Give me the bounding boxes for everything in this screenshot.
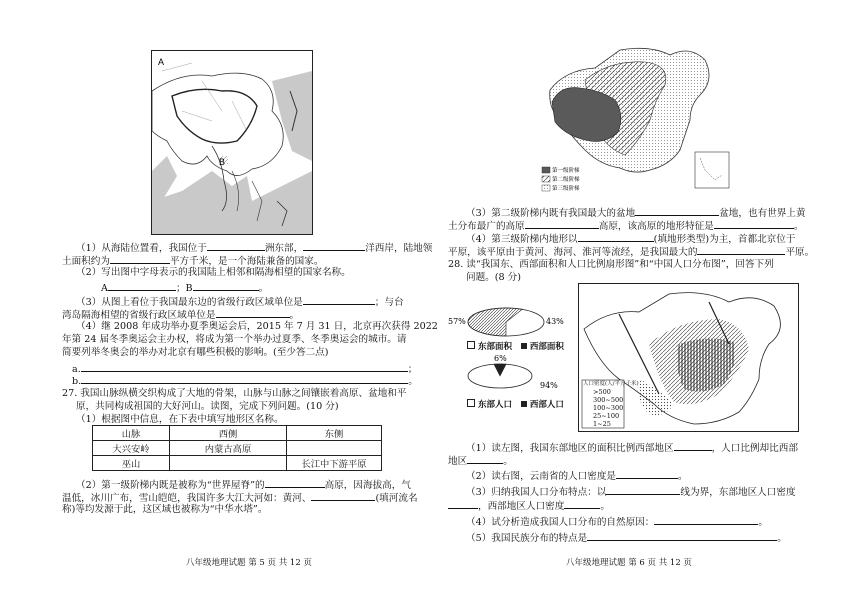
q2-blank-b[interactable] bbox=[193, 280, 259, 291]
legend-third-tier: 第三级阶梯 bbox=[552, 186, 580, 192]
a3-line2 bbox=[448, 498, 610, 513]
q3-blank-taiwan[interactable] bbox=[216, 307, 290, 318]
r-q3-text-e: 。 bbox=[793, 221, 804, 232]
q2-line bbox=[76, 266, 351, 279]
pie1-label-right: 43% bbox=[546, 317, 564, 326]
q3-text-a: （3）从图上看位于我国最东边的省级行政区域单位是 bbox=[76, 297, 303, 308]
q27-line1 bbox=[62, 387, 407, 400]
south-china-sea-inset bbox=[695, 152, 729, 188]
table-cell: 长江中下游平原 bbox=[287, 456, 382, 471]
r-q3-blank-basin[interactable] bbox=[635, 205, 719, 216]
a1-blank-pop[interactable] bbox=[467, 453, 503, 464]
q4-line3 bbox=[62, 346, 329, 359]
a4-text-b: 。 bbox=[758, 517, 768, 528]
legend-box-west-area bbox=[521, 343, 527, 349]
asia-map bbox=[151, 50, 313, 235]
q2-blank-a[interactable] bbox=[108, 280, 176, 291]
q27-2-text-a: （2）第一级阶梯内既是被称为“世界屋脊”的 bbox=[76, 480, 265, 491]
r-q4-blank-type[interactable] bbox=[578, 231, 654, 242]
table-header-cell: 山脉 bbox=[93, 426, 170, 441]
a1-line2 bbox=[448, 453, 513, 468]
q2-label-a: A bbox=[101, 283, 108, 294]
a3-blank-line[interactable] bbox=[606, 484, 680, 495]
r-q3-text-c: 土分布最广的高原 bbox=[448, 221, 525, 232]
q27-text-b: 原，共同构成祖国的大好河山。读图，完成下列问题。(10 分) bbox=[76, 401, 339, 412]
q4-end-a: ； bbox=[407, 364, 418, 375]
r-q4-text-b: (填地形类型)为主，首都北京位于 bbox=[653, 234, 796, 245]
landform-table bbox=[92, 425, 382, 471]
pie2-legend bbox=[467, 398, 564, 410]
q4-end-b: 。 bbox=[408, 376, 418, 387]
a4-blank-reason[interactable] bbox=[654, 514, 758, 525]
pie2-legend-west: 西部人口 bbox=[529, 400, 564, 410]
r-q4-text-c: 平原，该平原由于黄河、海河、淮河等流经，是我国最大的 bbox=[448, 247, 698, 258]
r-q4-text-a: （4）第三级阶梯内地形以 bbox=[466, 234, 578, 245]
table-header-row bbox=[93, 426, 382, 441]
population-pie-chart bbox=[448, 352, 566, 398]
q2-answer-line bbox=[101, 280, 268, 295]
q4-text-b: 年第 24 届冬季奥运会主办权，将成为第一个举办过夏季、冬季奥运会的城市。请 bbox=[62, 334, 407, 345]
a2-line bbox=[466, 468, 688, 483]
a5-line bbox=[466, 530, 787, 545]
a1-text-d: 。 bbox=[503, 456, 513, 467]
table-cell-input[interactable] bbox=[287, 441, 382, 456]
pie1-legend bbox=[467, 340, 564, 352]
table-header-cell: 东侧 bbox=[287, 426, 382, 441]
a5-blank-ethnic[interactable] bbox=[587, 530, 777, 541]
density-legend-item: 1~25 bbox=[593, 420, 611, 428]
a5-text-a: （5）我国民族分布的特点是 bbox=[466, 533, 588, 544]
legend-swatch-first bbox=[542, 167, 550, 173]
density-legend-item: 300~500 bbox=[593, 396, 624, 404]
q27-2-text-c: 温低，冰川广布，雪山皑皑，我国许多大江大河如：黄河、 bbox=[62, 493, 312, 504]
china-terrain-drawing bbox=[540, 40, 740, 198]
a3-line1 bbox=[466, 484, 796, 499]
q4-blank-a[interactable] bbox=[81, 361, 408, 372]
table-cell: 大兴安岭 bbox=[93, 441, 170, 456]
r-q4-line2 bbox=[448, 244, 814, 259]
q4-text-a: （4）继 2008 年成功举办夏季奥运会后，2015 年 7 月 31 日，北京再次获得 2022 bbox=[76, 321, 438, 332]
density-legend-item: 100~300 bbox=[593, 404, 624, 412]
q1-text-c: 洋西岸，陆地领 bbox=[365, 243, 433, 254]
a1-line1 bbox=[466, 440, 798, 455]
table-header-cell: 西侧 bbox=[170, 426, 287, 441]
density-legend bbox=[583, 380, 639, 428]
a2-blank-density[interactable] bbox=[616, 468, 678, 479]
q2-label-b: ；B bbox=[175, 283, 193, 294]
legend-second-tier: 第二级阶梯 bbox=[552, 177, 580, 183]
table-cell-input[interactable] bbox=[170, 456, 287, 471]
q4-label-b: b. bbox=[72, 376, 82, 387]
china-terrain-map bbox=[540, 40, 740, 198]
a4-line bbox=[466, 514, 768, 529]
a1-blank-area[interactable] bbox=[674, 440, 712, 451]
pie2-label-right: 94% bbox=[540, 381, 558, 390]
asia-map-drawing bbox=[152, 51, 312, 234]
a5-text-b: 。 bbox=[777, 533, 787, 544]
legend-box-east-area bbox=[467, 341, 475, 349]
q4-line1 bbox=[76, 320, 438, 333]
r-q3-text-a: （3）第二级阶梯内既有我国最大的盆地 bbox=[466, 208, 636, 219]
q2-text: （2）写出图中字母表示的我国陆上相邻和隔海相望的国家名称。 bbox=[76, 267, 351, 278]
q4-blank-b[interactable] bbox=[81, 373, 408, 384]
q4-line2 bbox=[62, 333, 407, 346]
a2-text-b: 。 bbox=[678, 471, 688, 482]
r-q3-text-b: 盆地，也有世界上黄 bbox=[719, 208, 806, 219]
legend-swatch-second bbox=[542, 176, 550, 182]
r-q3-blank-feature[interactable] bbox=[714, 218, 794, 229]
q1-text-d: 土面积约为 bbox=[62, 256, 110, 267]
table-cell: 内蒙古高原 bbox=[170, 441, 287, 456]
q27-2-text-b: 高原，因海拔高，气 bbox=[324, 480, 411, 491]
q3-text-d: 。 bbox=[289, 310, 300, 321]
a3-text-b: 线为界，东部地区人口密度 bbox=[680, 487, 796, 498]
q27-line2 bbox=[76, 400, 339, 413]
legend-first-tier: 第一级阶梯 bbox=[552, 168, 580, 174]
q1-text-e: 平方千米，是一个海陆兼备的国家。 bbox=[169, 256, 324, 267]
q27-text-a: 27. 我国山脉纵横交织构成了大地的骨架，山脉与山脉之间镶嵌着高原、盆地和平 bbox=[62, 388, 407, 399]
population-density-map bbox=[578, 283, 799, 432]
q27-2-blank-plateau[interactable] bbox=[265, 477, 325, 488]
page-footer-right: 八年级地理试题 第 6 页 共 12 页 bbox=[566, 558, 692, 568]
page-footer-left: 八年级地理试题 第 5 页 共 12 页 bbox=[186, 558, 312, 568]
q27-1-text: （1）根据图中信息，在下表中填写地形区名称。 bbox=[76, 414, 284, 425]
pie2-label-top: 6% bbox=[494, 354, 507, 363]
a1-text-a: （1）读左图，我国东部地区的面积比例西部地区 bbox=[466, 443, 674, 454]
table-row bbox=[93, 456, 382, 471]
a1-text-c: 地区 bbox=[448, 456, 468, 467]
q4-answer-b bbox=[72, 373, 418, 388]
r-q3-blank-plateau[interactable] bbox=[525, 218, 599, 229]
map-label-b: B bbox=[219, 157, 226, 167]
q1-text-b: 洲东部， bbox=[264, 243, 304, 254]
pie2-legend-east: 东部人口 bbox=[477, 400, 512, 410]
r-q4-text-d: 平原。 bbox=[785, 247, 815, 258]
a3-text-c: ，西部地区人口密度 bbox=[478, 501, 565, 512]
a3-text-d: 。 bbox=[600, 501, 610, 512]
q4-label-a: a. bbox=[72, 364, 81, 375]
a2-text-a: （2）读右图，云南省的人口密度是 bbox=[466, 471, 617, 482]
legend-box-west-pop bbox=[521, 401, 527, 407]
q1-blank-ocean[interactable] bbox=[303, 240, 365, 251]
q3-blank-east[interactable] bbox=[303, 294, 375, 305]
q28-text-a: 28. 读“我国东、西部面积和人口比例扇形图”和“中国人口分布图”，回答下列 bbox=[448, 259, 774, 270]
a4-text-a: （4）试分析造成我国人口分布的自然原因： bbox=[466, 517, 655, 528]
r-q3-text-d: 高原，该高原的地形特征是 bbox=[598, 221, 714, 232]
map-label-a: A bbox=[158, 57, 165, 67]
density-legend-item: >500 bbox=[593, 388, 611, 396]
q1-blank-area[interactable] bbox=[110, 253, 170, 264]
density-legend-title: 人口密度(人/平方千米) bbox=[583, 381, 639, 387]
q1-blank-continent[interactable] bbox=[207, 240, 265, 251]
legend-swatch-third bbox=[542, 185, 550, 191]
q1-text-a: （1）从海陆位置看，我国位于 bbox=[76, 243, 207, 254]
table-row bbox=[93, 441, 382, 456]
q3-text-c: 湾岛隔海相望的省级行政区域单位是 bbox=[62, 310, 216, 321]
a3-blank-east[interactable] bbox=[448, 498, 478, 509]
pie1-label-left: 57% bbox=[448, 317, 466, 326]
density-legend-item: 25~100 bbox=[593, 412, 620, 420]
q27-2-text-e: 称)等均发源于此，这区域也被称为“中华水塔”。 bbox=[62, 504, 268, 515]
pie1-legend-west: 西部面积 bbox=[529, 342, 564, 352]
q4-text-c: 简要列举冬奥会的举办对北京有哪些积极的影响。(至少答二点) bbox=[62, 347, 329, 358]
pie1-legend-east: 东部面积 bbox=[477, 342, 512, 352]
q3-text-b: ；与台 bbox=[374, 297, 404, 308]
q27-2-blank-river[interactable] bbox=[311, 490, 375, 501]
q2-end: 。 bbox=[258, 283, 269, 294]
a3-blank-west[interactable] bbox=[564, 498, 600, 509]
legend-box-east-pop bbox=[467, 399, 475, 407]
q28-line2 bbox=[466, 271, 521, 284]
q27-2-line3 bbox=[62, 503, 267, 516]
q28-line1 bbox=[448, 258, 774, 271]
q28-text-b: 问题。(8 分) bbox=[466, 272, 522, 283]
q27-2-text-d: (填河流名 bbox=[375, 493, 418, 504]
r-q4-blank-plain[interactable] bbox=[697, 244, 785, 255]
table-cell: 巫山 bbox=[93, 456, 170, 471]
a1-text-b: ，人口比例却比西部 bbox=[711, 443, 798, 454]
a3-text-a: （3）归纳我国人口分布特点：以 bbox=[466, 487, 607, 498]
